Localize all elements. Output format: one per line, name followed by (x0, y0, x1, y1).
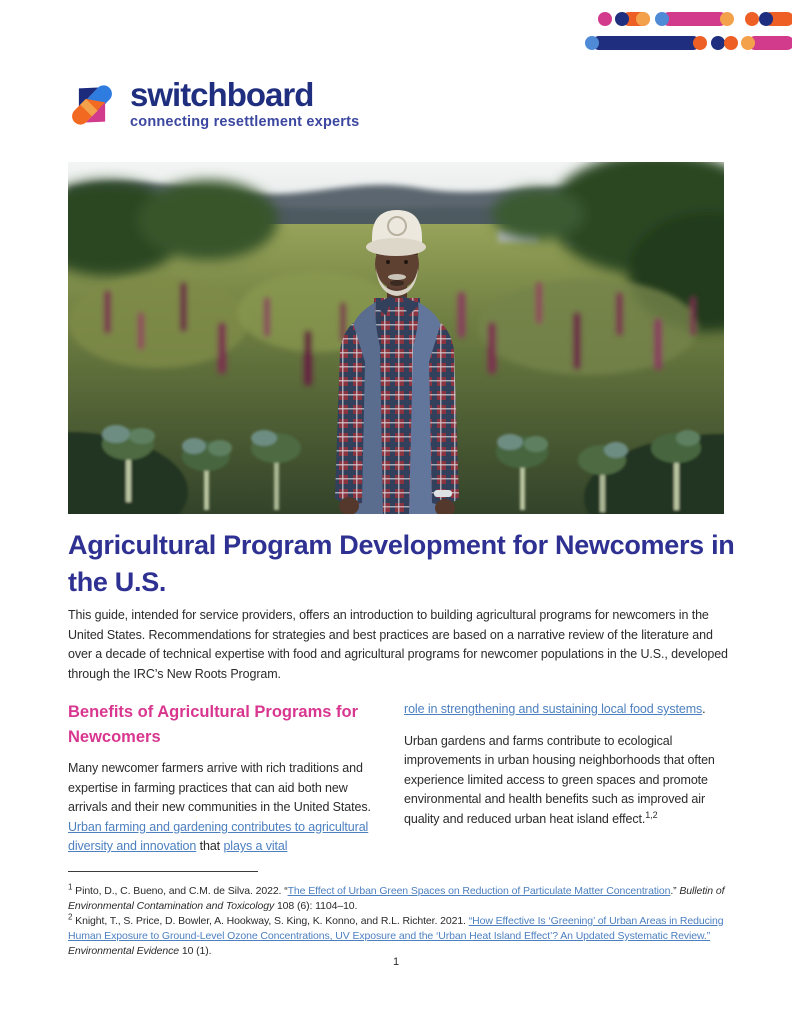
switchboard-logo-icon (64, 76, 120, 134)
link-urban-farming-diversity[interactable]: Urban farming and gardening contributes to agricultural diversity and innovation (68, 819, 369, 853)
section-heading: Benefits of Agricultural Programs for Newcomers (68, 703, 359, 746)
footnotes-block (68, 884, 728, 959)
hero-photo-farmer-in-field (68, 162, 724, 514)
logo-wordmark: switchboard (130, 76, 314, 113)
brand-dots-decoration (582, 8, 792, 54)
footnote-ref-1-2: 1,2 (645, 809, 658, 820)
link-vital-role-part1[interactable]: plays a vital (223, 839, 288, 853)
footnote-2: $^2$ Knight, T., S. Price, D. Bowler, A. Hookway, S. King, K. Konno, and R.L. Richter. 2021. “How Effective Is ‘Greening’ of Urban Areas in Reducing Human Exposure to Ground-Level Ozone Concentrations, UV Exposure and the ‘Urban Heat Island Effect’? An Updated Systematic Review.” Environmental Evidence 10 (1). (68, 912, 724, 957)
link-footnote-1-article[interactable]: The Effect of Urban Green Spaces on Reduction of Particulate Matter Concentration (287, 885, 671, 897)
benefits-section (68, 700, 724, 857)
switchboard-logo (64, 76, 359, 134)
footnote-1: $^1$ Pinto, D., C. Bueno, and C.M. de Silva. 2022. “The Effect of Urban Green Spaces on Reduction of Particulate Matter Concentration.” Bulletin of Environmental Contamination and Toxicology 108 (6): 1104–10. (68, 882, 725, 912)
logo-tagline: connecting resettlement experts (130, 114, 360, 130)
right-paragraph-2: Urban gardens and farms contribute to ecological improvements in urban housing neighborhoods that often experience limited access to green spaces and promote environmental and health benefits such as improved air quality and reduced urban heat island effect.$^{1,2}$ (404, 733, 715, 826)
page-number: 1 (392, 956, 400, 968)
link-vital-role-part2[interactable]: role in strengthening and sustaining local food systems (404, 702, 703, 716)
left-column (68, 700, 388, 857)
intro-paragraph: This guide, intended for service providers, offers an introduction to building agricultural programs for newcomers in the United States. Recommendations for strategies and best practices are based on a narrative review of the literature and over a decade of technical expertise with food and agricultural programs for newcomer populations in the U.S., developed through the IRC’s New Roots Program. (68, 608, 728, 681)
right-column (404, 700, 724, 857)
page-title: Agricultural Program Development for Newcomers in the U.S. (68, 530, 735, 597)
right-paragraph-1: role in strengthening and sustaining local food systems. (404, 702, 706, 716)
footnote-separator (68, 871, 258, 872)
left-paragraph: Many newcomer farmers arrive with rich traditions and expertise in farming practices that can aid both new arrivals and their new communities in the United States. Urban farming and gardening contributes to agricultural diversity and innovation that plays a vital (68, 761, 371, 853)
link-footnote-2-article[interactable]: “How Effective Is ‘Greening’ of Urban Areas in Reducing Human Exposure to Ground-Level Ozone Concentrations, UV Exposure and the ‘Urban Heat Island Effect’? An Updated Systematic Review.” (68, 915, 724, 942)
